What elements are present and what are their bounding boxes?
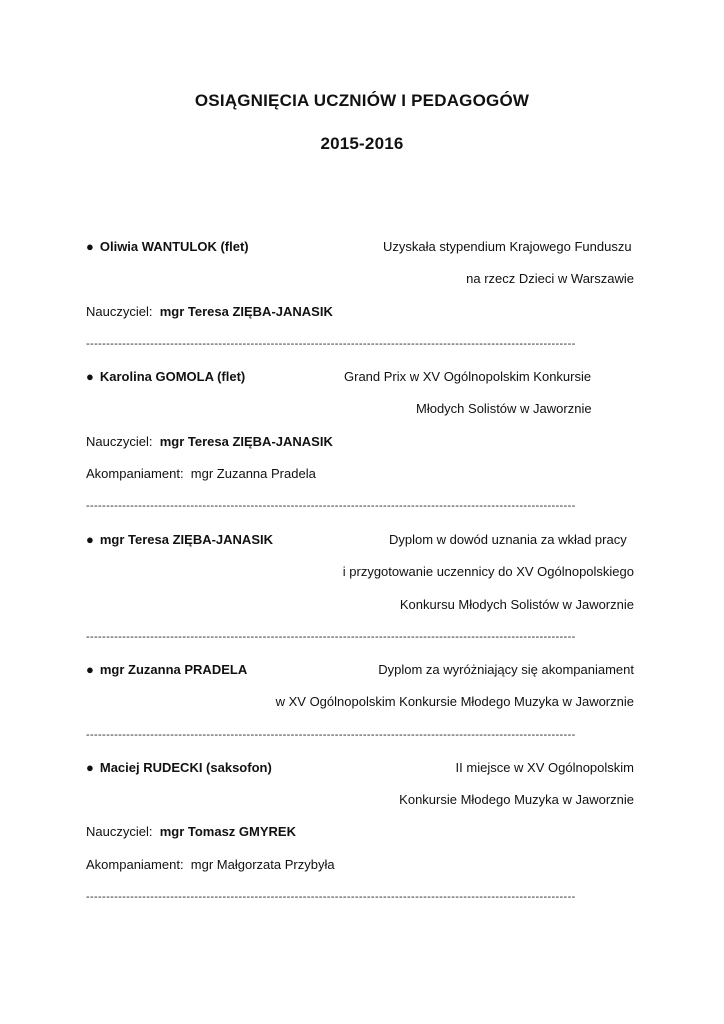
teacher-name: mgr Teresa ZIĘBA-JANASIK xyxy=(159,304,333,319)
entry-1-name xyxy=(86,239,249,255)
entry-2-name xyxy=(86,369,245,385)
teacher-award-name: mgr Teresa ZIĘBA-JANASIK xyxy=(99,532,273,547)
bullet-icon: ● xyxy=(86,662,94,677)
entry-5-name xyxy=(86,760,272,776)
teacher-award-name: mgr Zuzanna PRADELA xyxy=(99,662,248,677)
entry-5-teacher xyxy=(86,824,296,840)
entry-5-achievement-line-1: II miejsce w XV Ogólnopolskim xyxy=(455,760,634,775)
bullet-icon: ● xyxy=(86,760,94,775)
student-name: Karolina GOMOLA (flet) xyxy=(99,369,246,384)
entry-2-achievement-line-1: Grand Prix w XV Ogólnopolskim Konkursie xyxy=(344,369,592,384)
teacher-label: Nauczyciel: xyxy=(86,434,153,449)
entry-5-achievement-line-2: Konkursie Młodego Muzyka w Jaworznie xyxy=(399,792,634,807)
entry-2-achievement-line-2: Młodych Solistów w Jaworznie xyxy=(416,401,592,416)
entry-3-achievement-line-1: Dyplom w dowód uznania za wkład pracy xyxy=(389,532,627,547)
entry-3-achievement-line-2: i przygotowanie uczennicy do XV Ogólnopolskiego xyxy=(342,564,634,579)
teacher-label: Nauczyciel: xyxy=(86,304,153,319)
accompaniment-label: Akompaniament: xyxy=(86,466,184,481)
separator-line: -------------------------------------------------------------------------------------------------------------------------- xyxy=(86,891,576,903)
separator-line: -------------------------------------------------------------------------------------------------------------------------- xyxy=(86,500,576,512)
entry-4-achievement-line-1: Dyplom za wyróżniający się akompaniament xyxy=(378,662,634,677)
student-name: Maciej RUDECKI (saksofon) xyxy=(99,760,272,775)
entry-1-teacher xyxy=(86,304,333,320)
entry-1-achievement-line-1: Uzyskała stypendium Krajowego Funduszu xyxy=(383,239,632,254)
page-title: OSIĄGNIĘCIA UCZNIÓW I PEDAGOGÓW xyxy=(194,91,530,110)
student-name: Oliwia WANTULOK (flet) xyxy=(99,239,249,254)
accompanist-name: mgr Zuzanna Pradela xyxy=(190,466,316,481)
accompaniment-label: Akompaniament: xyxy=(86,857,184,872)
page-subtitle-years: 2015-2016 xyxy=(320,134,404,153)
entry-4-name xyxy=(86,662,247,678)
entry-2-accompaniment xyxy=(86,466,316,482)
accompanist-name: mgr Małgorzata Przybyła xyxy=(190,857,335,872)
entry-3-achievement-line-3: Konkursu Młodych Solistów w Jaworznie xyxy=(399,597,634,612)
separator-line: -------------------------------------------------------------------------------------------------------------------------- xyxy=(86,631,576,643)
separator-line: -------------------------------------------------------------------------------------------------------------------------- xyxy=(86,338,576,350)
bullet-icon: ● xyxy=(86,369,94,384)
entry-3-name xyxy=(86,532,273,548)
separator-line: -------------------------------------------------------------------------------------------------------------------------- xyxy=(86,729,576,741)
teacher-label: Nauczyciel: xyxy=(86,824,153,839)
entry-2-teacher xyxy=(86,434,333,450)
teacher-name: mgr Teresa ZIĘBA-JANASIK xyxy=(159,434,333,449)
entry-4-achievement-line-2: w XV Ogólnopolskim Konkursie Młodego Muzyka w Jaworznie xyxy=(275,694,634,709)
bullet-icon: ● xyxy=(86,532,94,547)
bullet-icon: ● xyxy=(86,239,94,254)
entry-5-accompaniment xyxy=(86,857,335,873)
teacher-name: mgr Tomasz GMYREK xyxy=(159,824,296,839)
entry-1-achievement-line-2: na rzecz Dzieci w Warszawie xyxy=(466,271,634,286)
